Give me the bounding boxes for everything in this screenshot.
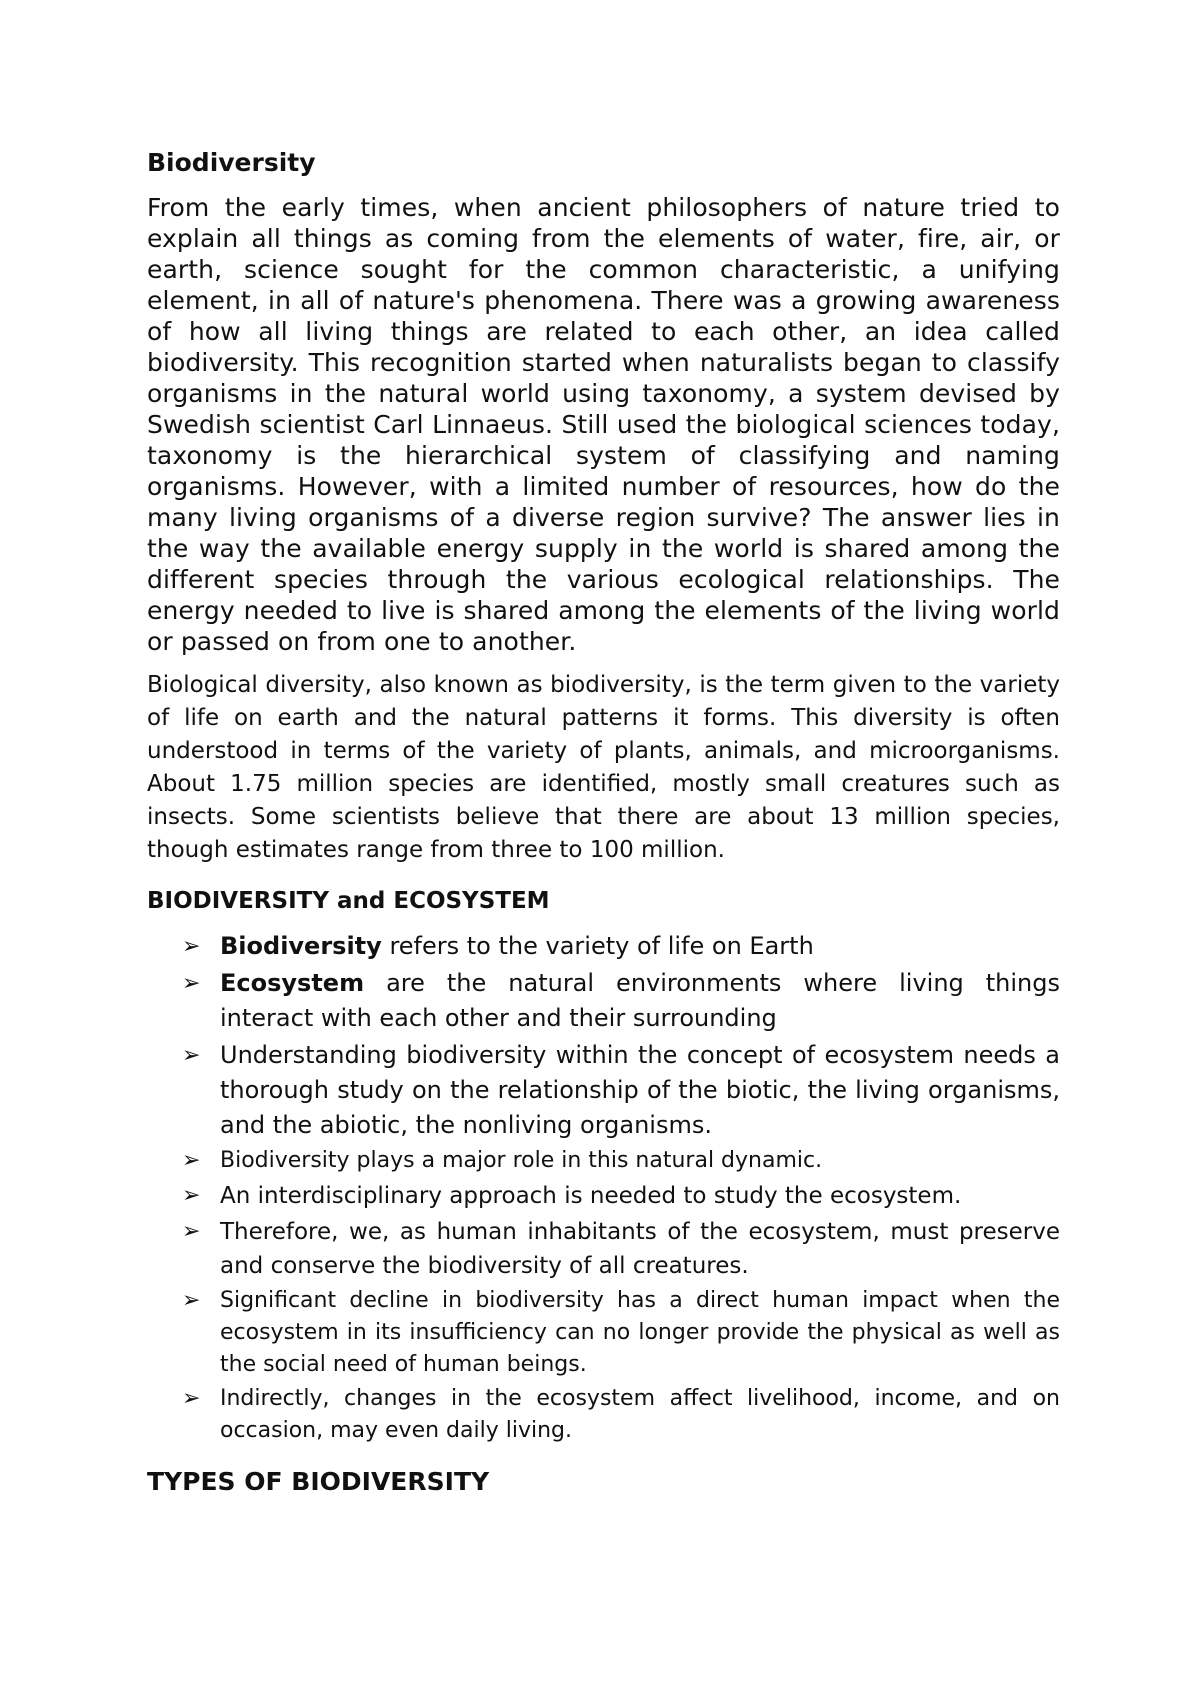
bullet-text: refers to the variety of life on Earth (381, 932, 814, 960)
section-heading-ecosystem: BIODIVERSITY and ECOSYSTEM (147, 888, 550, 914)
bullet-item (147, 1285, 1060, 1381)
bullet-item (147, 1179, 1060, 1213)
bullet-text: Understanding biodiversity within the concept of ecosystem needs a thorough study on the relationship of the biotic, the living organisms, and the abiotic, the nonliving organisms. (220, 1041, 1060, 1139)
bullet-text: are the natural environments where living things interact with each other and their surrounding (220, 969, 1060, 1032)
arrow-bullet-icon: ➢ (182, 1183, 201, 1208)
bullet-text: Biodiversity plays a major role in this natural dynamic. (220, 1148, 823, 1173)
bullet-item (147, 1145, 1060, 1177)
bullet-text: Indirectly, changes in the ecosystem affect livelihood, income, and on occasion, may even daily living. (220, 1386, 1060, 1443)
bullet-item (147, 929, 1060, 964)
bullet-term: Ecosystem (220, 969, 365, 997)
arrow-bullet-icon: ➢ (182, 1386, 201, 1411)
arrow-bullet-icon: ➢ (182, 934, 201, 959)
arrow-bullet-icon: ➢ (182, 1148, 201, 1173)
bullet-item (147, 1215, 1060, 1283)
bullet-text: An interdisciplinary approach is needed to study the ecosystem. (220, 1183, 962, 1209)
section-heading-types: TYPES OF BIODIVERSITY (147, 1467, 490, 1496)
document-page (147, 140, 1060, 1499)
intro-paragraph: From the early times, when ancient philosophers of nature tried to explain all things as coming from the elements of water, fire, air, or earth, science sought for the common characteristic, a unifying element, in all of nature's phenomena. There was a growing awareness of how all living things are related to each other, an idea called biodiversity. This recognition started when naturalists began to classify organisms in the natural world using taxonomy, a system devised by Swedish scientist Carl Linnaeus. Still used the biological sciences today, taxonomy is the hierarchical system of classifying and naming organisms. However, with a limited number of resources, how do the many living organisms of a diverse region survive? The answer lies in the way the available energy supply in the world is shared among the different species through the various ecological relationships. The energy needed to live is shared among the elements of the living world or passed on from one to another. (147, 193, 1060, 656)
bullet-text: Therefore, we, as human inhabitants of the ecosystem, must preserve and conserve the biodiversity of all creatures. (220, 1219, 1060, 1279)
arrow-bullet-icon: ➢ (182, 971, 201, 996)
bullet-term: Biodiversity (220, 932, 382, 960)
bullet-item (147, 1038, 1060, 1143)
arrow-bullet-icon: ➢ (182, 1288, 201, 1313)
bullet-item (147, 966, 1060, 1036)
bullet-text: Significant decline in biodiversity has a direct human impact when the ecosystem in its insufficiency can no longer provide the physical as well as the social need of human beings. (220, 1288, 1060, 1377)
arrow-bullet-icon: ➢ (182, 1219, 201, 1244)
arrow-bullet-icon: ➢ (182, 1043, 201, 1068)
document-title: Biodiversity (147, 148, 316, 177)
definition-paragraph: Biological diversity, also known as biodiversity, is the term given to the variety of life on earth and the natural patterns it forms. This diversity is often understood in terms of the variety of plants, animals, and microorganisms. About 1.75 million species are identified, mostly small creatures such as insects. Some scientists believe that there are about 13 million species, though estimates range from three to 100 million. (147, 672, 1060, 863)
bullet-item (147, 1383, 1060, 1447)
ecosystem-bullet-list (147, 929, 1060, 1447)
